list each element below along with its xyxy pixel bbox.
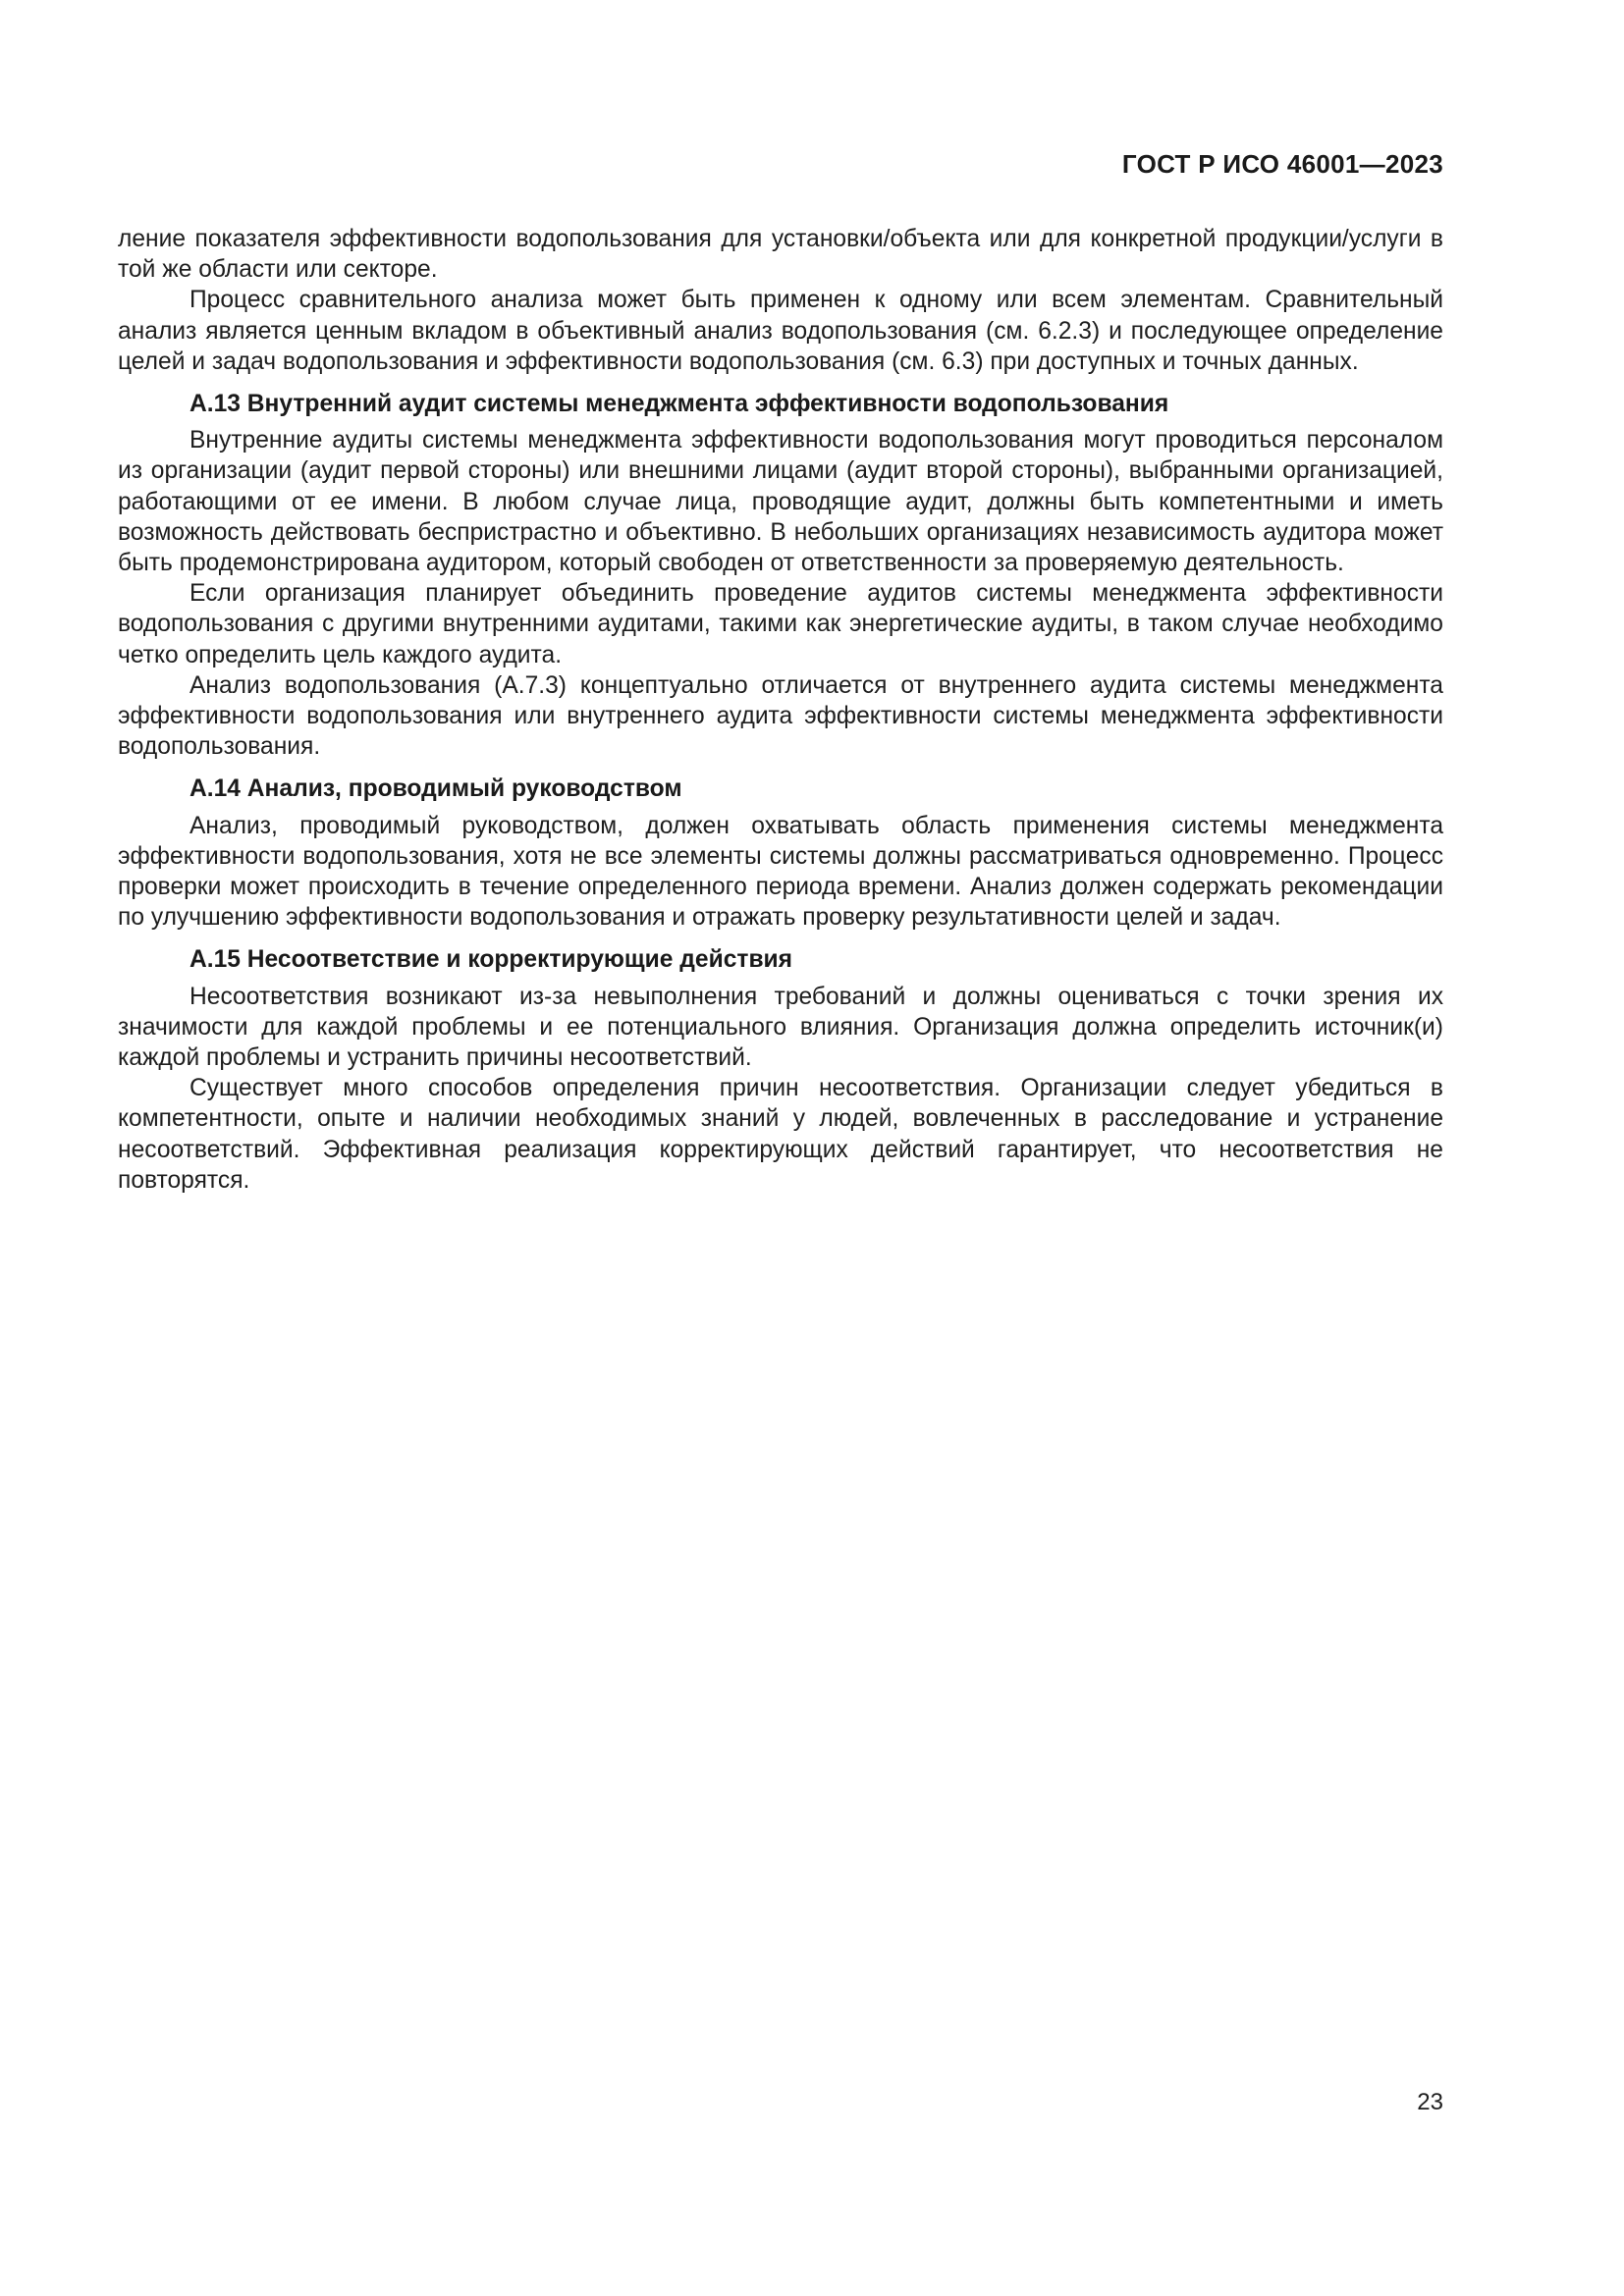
paragraph-continuation: ление показателя эффективности водопользования для установки/объекта или для конкретной продукции/услуги в той же области или секторе. <box>118 226 1443 284</box>
document-header-code: ГОСТ Р ИСО 46001—2023 <box>1121 149 1443 179</box>
paragraph-a14-1: Анализ, проводимый руководством, должен охватывать область применения системы менеджмента эффективности водопользования, хотя не все элементы системы должны рассматриваться одновременно. Процесс проверки может происходить в течение определенного периода времени. Анализ должен содержать рекомендации по улучшению эффективности водопользования и отражать проверку результативности целей и задач. <box>118 812 1443 932</box>
paragraph-a13-2: Если организация планирует объединить проведение аудитов системы менеджмента эффективности водопользования с другими внутренними аудитами, такими как энергетические аудиты, в таком случае необходимо четко определить цель каждого аудита. <box>118 580 1443 668</box>
paragraph-a13-3: Анализ водопользования (А.7.3) концептуально отличается от внутреннего аудита системы менеджмента эффективности водопользования или внутреннего аудита эффективности системы менеджмента эффективности водопользования. <box>118 671 1443 761</box>
document-body <box>118 224 1443 1196</box>
paragraph-a15-1: Несоответствия возникают из-за невыполнения требований и должны оцениваться с точки зрения их значимости для каждой проблемы и ее потенциального влияния. Организация должна определить источник(и) каждой проблемы и устранить причины несоответствий. <box>118 983 1443 1072</box>
document-page <box>118 0 1443 2296</box>
section-heading-a14: А.14 Анализ, проводимый руководством <box>189 775 682 803</box>
paragraph-benchmarking: Процесс сравнительного анализа может быть применен к одному или всем элементам. Сравнительный анализ является ценным вкладом в объективный анализ водопользования (см. 6.2.3) и последующее определение целей и задач водопользования и эффективности водопользования (см. 6.3) при доступных и точных данных. <box>118 287 1443 375</box>
paragraph-a13-1: Внутренние аудиты системы менеджмента эффективности водопользования могут проводиться персоналом из организации (аудит первой стороны) или внешними лицами (аудит второй стороны), выбранными организацией, работающими от ее имени. В любом случае лица, проводящие аудит, должны быть компетентными и иметь возможность действовать беспристрастно и объективно. В небольших организациях независимость аудитора может быть продемонстрирована аудитором, который свободен от ответственности за проверяемую деятельность. <box>118 427 1443 577</box>
page-number: 23 <box>1417 2089 1443 2115</box>
section-heading-a13: А.13 Внутренний аудит системы менеджмента эффективности водопользования <box>189 391 1169 418</box>
paragraph-a15-2: Существует много способов определения причин несоответствия. Организации следует убедиться в компетентности, опыте и наличии необходимых знаний у людей, вовлеченных в расследование и устранение несоответствий. Эффективная реализация корректирующих действий гарантирует, что несоответствия не повторятся. <box>118 1075 1443 1194</box>
section-heading-a15: А.15 Несоответствие и корректирующие действия <box>189 946 793 974</box>
